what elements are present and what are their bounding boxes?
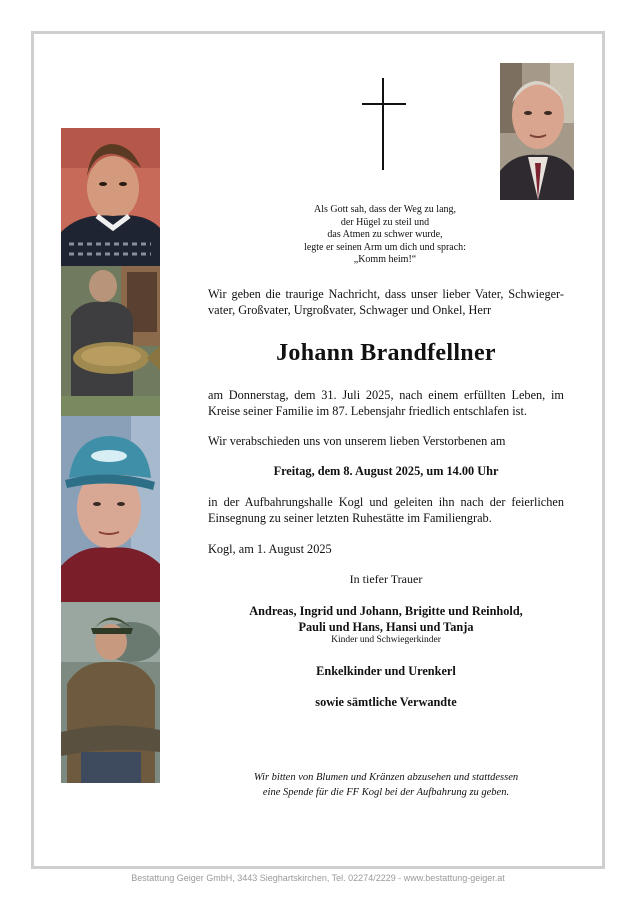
ceremony-line: in der Aufbahrungshalle Kogl und geleiten ihn nach der feierlichen xyxy=(208,495,564,509)
mourning-label: In tiefer Trauer xyxy=(349,572,423,586)
death-line: am Donnerstag, dem 31. Juli 2025, nach einem erfüllten Leben, im xyxy=(208,388,564,402)
poem-line: „Komm heim!“ xyxy=(353,254,417,266)
announcement-text xyxy=(208,286,564,318)
ceremony-text xyxy=(208,494,564,526)
death-text xyxy=(208,387,564,419)
mourners-line: Andreas, Ingrid und Johann, Brigitte und Reinhold, xyxy=(249,604,523,618)
request-line: eine Spende für die FF Kogl bei der Aufbahrung zu geben. xyxy=(262,786,510,798)
grandchildren-label: Enkelkinder und Urenkerl xyxy=(316,664,456,678)
farewell-line: Wir verabschieden uns von unserem lieben Verstorbenen am xyxy=(208,434,506,448)
photo-man-with-fish xyxy=(61,266,160,416)
poem-line: legte er seinen Arm um dich und sprach: xyxy=(304,241,466,253)
funeral-date: Freitag, dem 8. August 2025, um 14.00 Uhr xyxy=(273,464,499,478)
deceased-name: Johann Brandfellner xyxy=(276,340,496,366)
request-line: Wir bitten von Blumen und Kränzen abzusehen und stattdessen xyxy=(253,772,519,783)
mourners-names xyxy=(208,603,564,635)
death-line: Kreise seiner Familie im 87. Lebensjahr friedlich entschlafen ist. xyxy=(208,404,527,418)
poem xyxy=(280,204,490,267)
poem-line: das Atmen zu schwer wurde, xyxy=(327,229,443,241)
donation-request xyxy=(208,771,564,800)
footer-contact: Bestattung Geiger GmbH, 3443 Sieghartskirchen, Tel. 02274/2229 - www.bestattung-geiger.at xyxy=(131,873,505,883)
photo-man-fishing xyxy=(61,602,160,783)
place-date xyxy=(208,541,564,557)
farewell-intro xyxy=(208,433,564,449)
relatives-label: sowie sämtliche Verwandte xyxy=(315,695,457,709)
photo-young-man xyxy=(61,128,160,266)
announcement-line: Wir geben die traurige Nachricht, dass unser lieber Vater, Schwieger- xyxy=(208,287,564,301)
announcement-line: vater, Großvater, Urgroßvater, Schwager und Onkel, Herr xyxy=(208,303,492,317)
poem-line: der Hügel zu steil und xyxy=(340,216,430,228)
mourners-relation: Kinder und Schwiegerkinder xyxy=(331,635,441,645)
place-date-line: Kogl, am 1. August 2025 xyxy=(208,542,332,556)
portrait-photo xyxy=(500,63,574,200)
mourners-line: Pauli und Hans, Hansi und Tanja xyxy=(298,620,474,634)
photo-man-with-cap xyxy=(61,416,160,602)
cross-icon xyxy=(362,78,406,170)
ceremony-line: Einsegnung zu seiner letzten Ruhestätte im Familiengrab. xyxy=(208,511,492,525)
poem-line: Als Gott sah, dass der Weg zu lang, xyxy=(313,204,457,215)
